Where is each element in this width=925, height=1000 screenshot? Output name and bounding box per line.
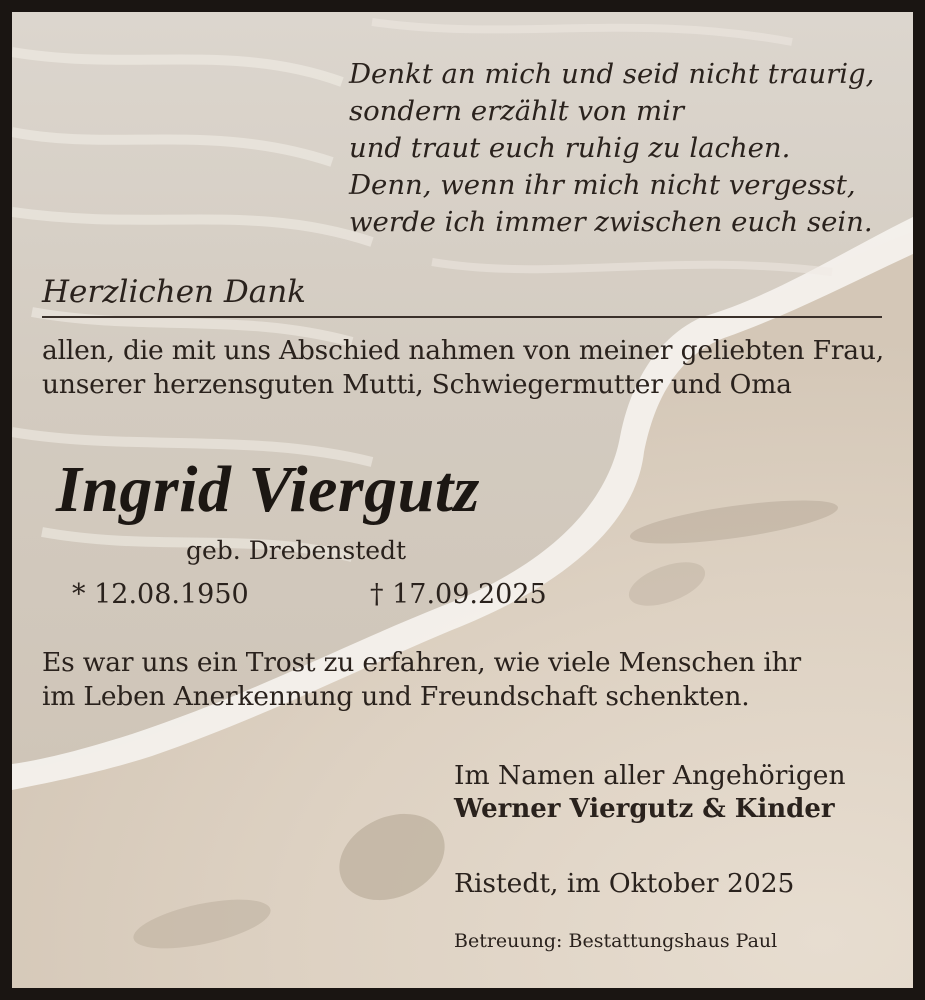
- poem-line: Denkt an mich und seid nicht traurig,: [349, 58, 875, 90]
- birth-date: * 12.08.1950: [72, 579, 249, 610]
- closing-text: [42, 646, 884, 714]
- divider: [42, 316, 882, 318]
- poem-line: und traut euch ruhig zu lachen.: [349, 132, 791, 164]
- death-date: † 17.09.2025: [370, 579, 547, 610]
- footprint-lower: [129, 798, 458, 959]
- poem-line: werde ich immer zwischen euch sein.: [349, 206, 873, 238]
- thanks-heading: Herzlichen Dank: [42, 274, 306, 310]
- poem-line: Denn, wenn ihr mich nicht vergesst,: [349, 169, 856, 201]
- deceased-name: Ingrid Viergutz: [56, 453, 480, 526]
- birth-name: geb. Drebenstedt: [186, 536, 407, 565]
- signature-names: Werner Viergutz & Kinder: [454, 794, 835, 824]
- funeral-home-credit: Betreuung: Bestattungshaus Paul: [454, 930, 778, 952]
- footprint-upper: [623, 492, 840, 615]
- poem-line: sondern erzählt von mir: [349, 95, 685, 127]
- place-date: Ristedt, im Oktober 2025: [454, 868, 795, 899]
- memorial-poem: [349, 56, 909, 241]
- closing-line: Es war uns ein Trost zu erfahren, wie viele Menschen ihr: [42, 647, 802, 678]
- closing-line: im Leben Anerkennung und Freundschaft schenkten.: [42, 681, 750, 712]
- signature-intro: Im Namen aller Angehörigen: [454, 760, 846, 791]
- obituary-card: [12, 12, 913, 988]
- thanks-text: allen, die mit uns Abschied nahmen von meiner geliebten Frau, unserer herzensguten Mutti, Schwiegermutter und Oma: [42, 335, 884, 400]
